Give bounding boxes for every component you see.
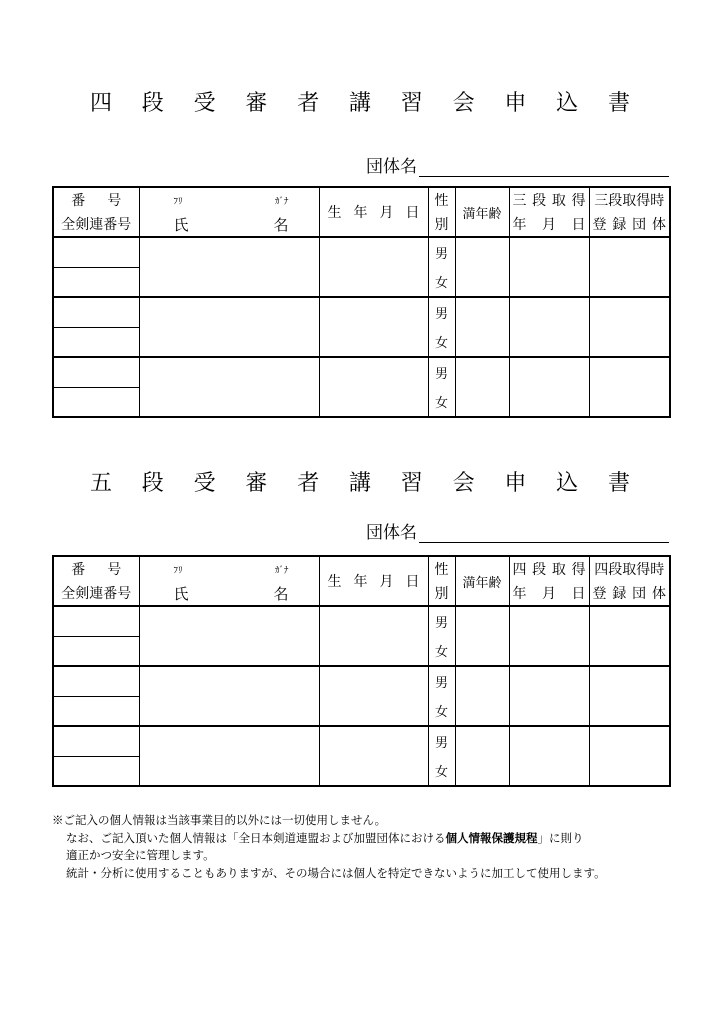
number-cell[interactable] — [53, 297, 139, 357]
sex-cell[interactable] — [428, 606, 455, 666]
title-char: 段 — [141, 91, 164, 116]
sex-cell[interactable] — [428, 297, 455, 357]
title-char: 審 — [245, 471, 268, 496]
applicant-row — [53, 297, 670, 357]
birthdate-cell[interactable] — [319, 357, 428, 417]
organization-input-line[interactable] — [419, 156, 669, 177]
privacy-policy-name: 個人情報保護規程 — [445, 830, 538, 845]
number-cell[interactable] — [53, 357, 139, 417]
prev-rank-date-cell[interactable] — [509, 237, 589, 297]
form-title — [60, 86, 660, 117]
organization-field[interactable] — [366, 518, 669, 543]
sex-option-female[interactable]: 女 — [434, 396, 448, 411]
name-header: ﾌﾘ ｶﾞﾅ 氏 名 — [139, 187, 319, 237]
birthdate-cell[interactable] — [319, 726, 428, 786]
title-char: 講 — [348, 91, 371, 116]
sex-option-male[interactable]: 男 — [434, 736, 448, 751]
name-header: ﾌﾘ ｶﾞﾅ 氏 名 — [139, 556, 319, 606]
note-line: 統計・分析に使用することもありますが、その場合には個人を特定できないように加工して使用します。 — [66, 865, 606, 880]
organization-input-line[interactable] — [419, 522, 669, 543]
prev-rank-date-cell[interactable] — [509, 726, 589, 786]
sex-option-female[interactable]: 女 — [434, 765, 448, 780]
prev-rank-date-cell[interactable] — [509, 606, 589, 666]
number-header: 番 号 全剣連番号 — [53, 556, 139, 606]
age-cell[interactable] — [455, 297, 509, 357]
title-char: 五 — [90, 471, 113, 496]
organization-field[interactable] — [366, 152, 669, 177]
title-char: 書 — [607, 471, 630, 496]
prev-rank-group-cell[interactable] — [589, 297, 670, 357]
number-cell[interactable] — [53, 726, 139, 786]
sex-cell[interactable] — [428, 357, 455, 417]
birthdate-cell[interactable] — [319, 237, 428, 297]
name-cell[interactable] — [139, 237, 319, 297]
sex-option-female[interactable]: 女 — [434, 276, 448, 291]
prev-rank-group-header: 三段取得時 登 録 団 体 — [589, 187, 670, 237]
note-line: なお、ご記入頂いた個人情報は「全日本剣道連盟および加盟団体における個人情報保護規程」に則り — [66, 830, 584, 845]
note-line: 適正かつ安全に管理します。 — [66, 848, 215, 862]
sex-option-female[interactable]: 女 — [434, 336, 448, 351]
age-header: 満年齢 — [455, 187, 509, 237]
sex-option-male[interactable]: 男 — [434, 676, 448, 691]
age-cell[interactable] — [455, 606, 509, 666]
applicant-row — [53, 726, 670, 786]
sex-cell[interactable] — [428, 726, 455, 786]
header-row — [53, 187, 670, 237]
age-cell[interactable] — [455, 237, 509, 297]
sex-header: 性 別 — [428, 187, 455, 237]
title-char: 会 — [452, 91, 475, 116]
prev-rank-date-header: 四 段 取 得 年 月 日 — [509, 556, 589, 606]
prev-rank-group-cell[interactable] — [589, 606, 670, 666]
name-cell[interactable] — [139, 357, 319, 417]
sex-option-male[interactable]: 男 — [434, 307, 448, 322]
organization-label: 団体名 — [366, 523, 417, 543]
prev-rank-group-cell[interactable] — [589, 666, 670, 726]
birthdate-cell[interactable] — [319, 606, 428, 666]
organization-label: 団体名 — [366, 157, 417, 177]
prev-rank-date-cell[interactable] — [509, 357, 589, 417]
sex-cell[interactable] — [428, 237, 455, 297]
title-char: 込 — [556, 471, 579, 496]
title-char: 者 — [297, 471, 320, 496]
title-char: 申 — [504, 471, 527, 496]
title-char: 習 — [400, 91, 423, 116]
number-cell[interactable] — [53, 666, 139, 726]
prev-rank-group-cell[interactable] — [589, 357, 670, 417]
title-char: 受 — [193, 91, 216, 116]
prev-rank-date-header: 三 段 取 得 年 月 日 — [509, 187, 589, 237]
sex-option-female[interactable]: 女 — [434, 645, 448, 660]
title-char: 段 — [141, 471, 164, 496]
title-char: 書 — [607, 91, 630, 116]
sex-option-female[interactable]: 女 — [434, 705, 448, 720]
name-cell[interactable] — [139, 726, 319, 786]
name-cell[interactable] — [139, 606, 319, 666]
age-header: 満年齢 — [455, 556, 509, 606]
applicant-row — [53, 357, 670, 417]
form-title — [60, 466, 660, 497]
name-cell[interactable] — [139, 297, 319, 357]
applicant-row — [53, 666, 670, 726]
sex-cell[interactable] — [428, 666, 455, 726]
application-table — [52, 555, 671, 787]
header-row — [53, 556, 670, 606]
birthdate-cell[interactable] — [319, 666, 428, 726]
age-cell[interactable] — [455, 666, 509, 726]
birthdate-header: 生 年 月 日 — [319, 187, 428, 237]
sex-option-male[interactable]: 男 — [434, 367, 448, 382]
birthdate-cell[interactable] — [319, 297, 428, 357]
prev-rank-group-header: 四段取得時 登 録 団 体 — [589, 556, 670, 606]
privacy-notes — [52, 812, 672, 882]
prev-rank-group-cell[interactable] — [589, 726, 670, 786]
application-table — [52, 186, 671, 418]
number-cell[interactable] — [53, 606, 139, 666]
title-char: 申 — [504, 91, 527, 116]
prev-rank-date-cell[interactable] — [509, 297, 589, 357]
sex-option-male[interactable]: 男 — [434, 616, 448, 631]
note-line: ※ご記入の個人情報は当該事業目的以外には一切使用しません。 — [52, 813, 387, 827]
number-cell[interactable] — [53, 237, 139, 297]
sex-header: 性 別 — [428, 556, 455, 606]
prev-rank-group-cell[interactable] — [589, 237, 670, 297]
title-char: 受 — [193, 471, 216, 496]
title-char: 者 — [297, 91, 320, 116]
sex-option-male[interactable]: 男 — [434, 247, 448, 262]
prev-rank-date-cell[interactable] — [509, 666, 589, 726]
title-char: 四 — [90, 91, 113, 116]
title-char: 審 — [245, 91, 268, 116]
applicant-row — [53, 237, 670, 297]
age-cell[interactable] — [455, 357, 509, 417]
name-cell[interactable] — [139, 666, 319, 726]
title-char: 講 — [348, 471, 371, 496]
title-char: 習 — [400, 471, 423, 496]
age-cell[interactable] — [455, 726, 509, 786]
applicant-row — [53, 606, 670, 666]
birthdate-header: 生 年 月 日 — [319, 556, 428, 606]
title-char: 会 — [452, 471, 475, 496]
number-header: 番 号 全剣連番号 — [53, 187, 139, 237]
title-char: 込 — [556, 91, 579, 116]
